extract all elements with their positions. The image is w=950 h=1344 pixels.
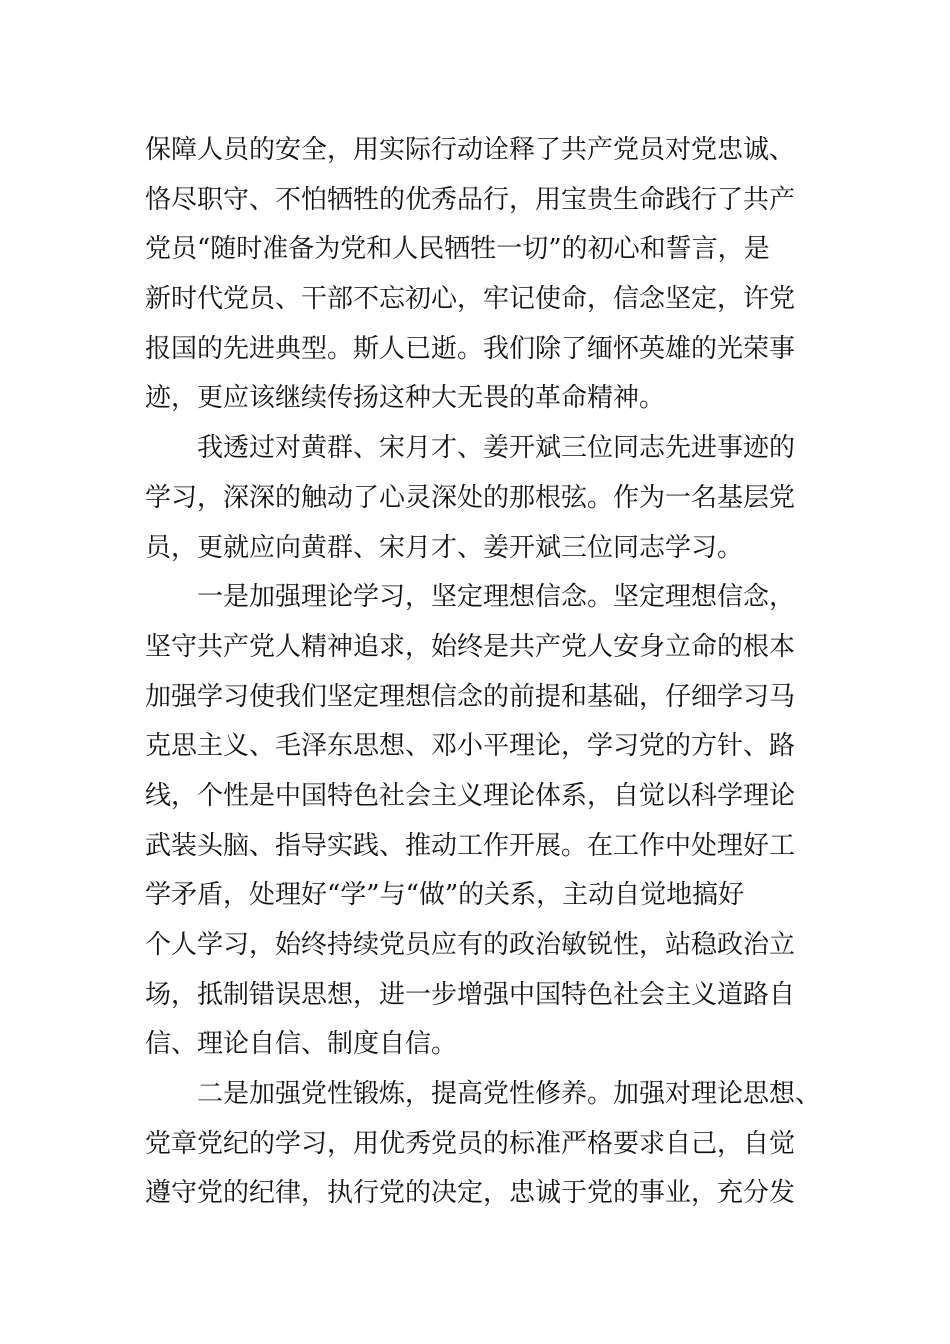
text-line: 加强学习使我们坚定理想信念的前提和基础，仔细学习马	[145, 681, 796, 712]
text-line: 迹，更应该继续传扬这种大无畏的革命精神。	[145, 383, 666, 414]
text-line: 学习，深深的触动了心灵深处的那根弦。作为一名基层党	[145, 482, 796, 513]
text-line: 武装头脑、指导实践、推动工作开展。在工作中处理好工	[145, 830, 796, 861]
text-line: 线，个性是中国特色社会主义理论体系，自觉以科学理论	[145, 780, 796, 811]
text-line: 信、理论自信、制度自信。	[145, 1029, 458, 1060]
text-line: 报国的先进典型。斯人已逝。我们除了缅怀英雄的光荣事	[145, 333, 796, 364]
text-line: 学矛盾，处理好“学”与“做”的关系，主动自觉地搞好	[145, 880, 745, 911]
text-line: 员，更就应向黄群、宋月才、姜开斌三位同志学习。	[145, 532, 744, 563]
text-line: 党章党纪的学习，用优秀党员的标准严格要求自己，自觉	[145, 1128, 796, 1159]
text-line: 恪尽职守、不怕牺牲的优秀品行，用宝贵生命践行了共产	[145, 184, 796, 215]
text-line: 党员“随时准备为党和人民牺牲一切”的初心和誓言，是	[145, 234, 770, 265]
paragraph-first-line: 一是加强理论学习，坚定理想信念。坚定理想信念，	[197, 582, 796, 613]
text-line: 克思主义、毛泽东思想、邓小平理论，学习党的方针、路	[145, 731, 796, 762]
text-line: 坚守共产党人精神追求，始终是共产党人安身立命的根本	[145, 631, 796, 662]
text-line: 保障人员的安全，用实际行动诠释了共产党员对党忠诚、	[145, 135, 796, 165]
text-line: 场，抵制错误思想，进一步增强中国特色社会主义道路自	[145, 979, 796, 1010]
text-line: 新时代党员、干部不忘初心，牢记使命，信念坚定，许党	[145, 284, 796, 315]
text-line: 遵守党的纪律，执行党的决定，忠诚于党的事业，充分发	[145, 1178, 796, 1209]
paragraph-first-line: 我透过对黄群、宋月才、姜开斌三位同志先进事迹的	[197, 433, 796, 464]
document-body	[145, 126, 822, 1219]
text-line: 个人学习，始终持续党员应有的政治敏锐性，站稳政治立	[145, 930, 796, 960]
paragraph-first-line: 二是加强党性锻炼，提高党性修养。加强对理论思想、	[197, 1079, 822, 1110]
